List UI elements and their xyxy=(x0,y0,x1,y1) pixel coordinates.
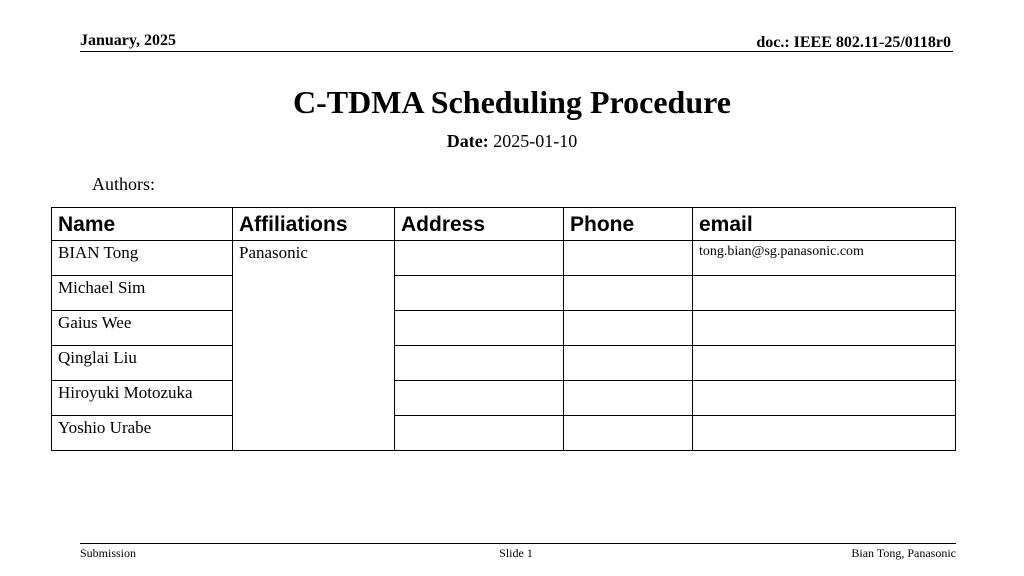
author-phone xyxy=(564,346,693,381)
header-doc-id: doc.: IEEE 802.11-25/0118r0 xyxy=(756,34,951,51)
author-name: BIAN Tong xyxy=(52,241,233,276)
author-phone xyxy=(564,311,693,346)
table-row xyxy=(52,416,956,451)
author-phone xyxy=(564,276,693,311)
table-row xyxy=(52,311,956,346)
author-address xyxy=(395,241,564,276)
author-address xyxy=(395,311,564,346)
author-email: tong.bian@sg.panasonic.com xyxy=(693,241,956,276)
author-name: Qinglai Liu xyxy=(52,346,233,381)
footer-submission: Submission xyxy=(80,546,137,560)
table-header-row xyxy=(52,208,956,241)
author-email xyxy=(693,381,956,416)
date-line xyxy=(0,131,1024,152)
table-row xyxy=(52,241,956,276)
header-divider xyxy=(80,51,953,52)
header-phone: Phone xyxy=(564,208,693,241)
slide-title: C-TDMA Scheduling Procedure xyxy=(293,84,731,120)
header-address: Address xyxy=(395,208,564,241)
author-address xyxy=(395,346,564,381)
footer-author: Bian Tong, Panasonic xyxy=(851,546,956,560)
author-name: Gaius Wee xyxy=(52,311,233,346)
footer-divider xyxy=(80,543,956,544)
author-name: Hiroyuki Motozuka xyxy=(52,381,233,416)
author-phone xyxy=(564,381,693,416)
author-email xyxy=(693,346,956,381)
author-phone xyxy=(564,241,693,276)
table-row xyxy=(52,381,956,416)
author-affiliation: Panasonic xyxy=(233,241,395,451)
author-email xyxy=(693,311,956,346)
author-name: Michael Sim xyxy=(52,276,233,311)
header-date: January, 2025 xyxy=(80,32,177,49)
author-email xyxy=(693,276,956,311)
author-name: Yoshio Urabe xyxy=(52,416,233,451)
date-value: 2025-01-10 xyxy=(488,131,578,151)
authors-table xyxy=(51,207,956,451)
footer-slide-number: Slide 1 xyxy=(499,546,533,560)
header-affiliations: Affiliations xyxy=(233,208,395,241)
date-label: Date: xyxy=(446,131,489,151)
header-email: email xyxy=(693,208,956,241)
author-address xyxy=(395,416,564,451)
authors-label: Authors: xyxy=(92,174,155,194)
table-row xyxy=(52,346,956,381)
header-name: Name xyxy=(52,208,233,241)
author-address xyxy=(395,276,564,311)
table-row xyxy=(52,276,956,311)
author-phone xyxy=(564,416,693,451)
author-address xyxy=(395,381,564,416)
author-email xyxy=(693,416,956,451)
